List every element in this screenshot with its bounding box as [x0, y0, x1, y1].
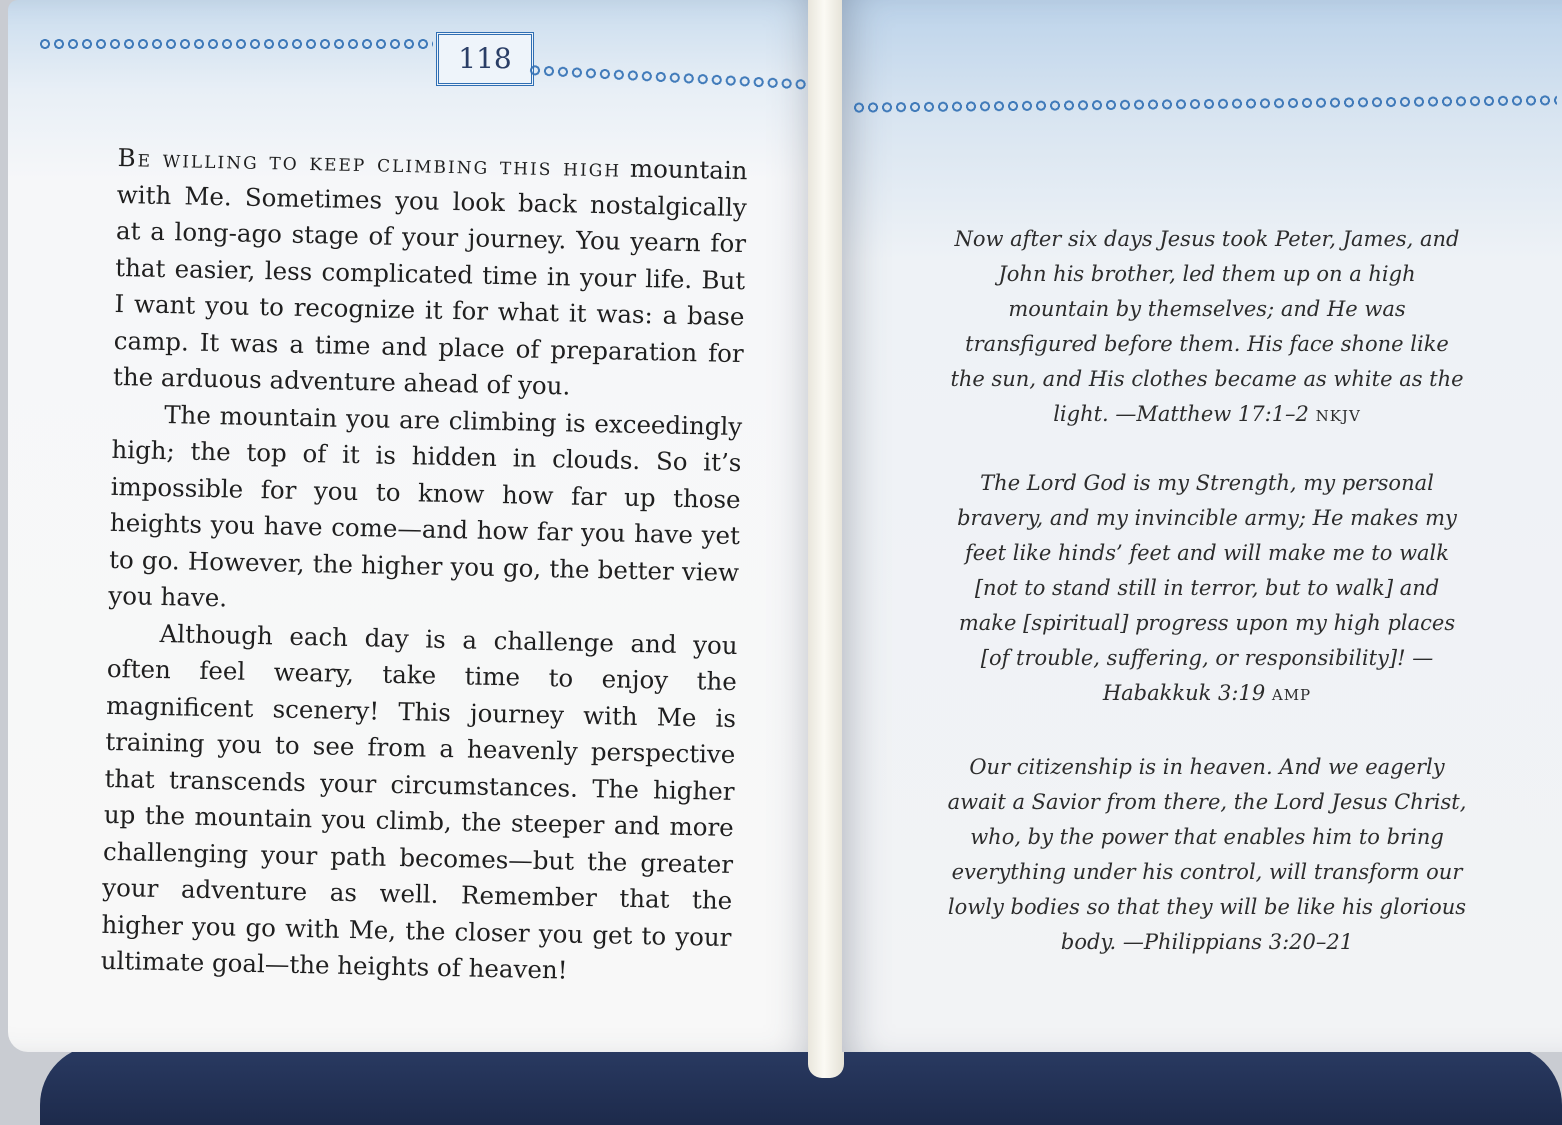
opening-smallcaps: Be willing to keep climbing this high: [117, 142, 622, 183]
scripture-verse: [947, 466, 1467, 713]
bookmark-ribbon[interactable]: [808, 0, 844, 1078]
verse-translation: AMP: [1271, 686, 1312, 704]
scripture-verse: [947, 750, 1467, 962]
book-stand: [40, 1045, 1562, 1125]
verse-reference: —Philippians 3:20–21: [1116, 930, 1354, 954]
page-number: 118: [436, 32, 534, 86]
verse-text: Our citizenship is in heaven. And we eagerly await a Savior from there, the Lord Jesus Christ, who, by the power that enables him to bring everything under his control, will transform our lowly bodies so that they will be like his glorious body.: [947, 755, 1467, 954]
verse-reference: —Matthew 17:1–2: [1108, 402, 1316, 426]
left-page: [8, 0, 818, 1052]
verse-text: The Lord God is my Strength, my personal bravery, and my invincible army; He makes my feet like hinds’ feet and will make me to walk [not to stand still in terror, but to walk] and make [spiritual] progress upon my high places [of trouble, suffering, or responsibility]!: [957, 471, 1457, 670]
paragraph: Although each day is a challenge and you often feel weary, take time to enjoy the magnificent scenery! This journey with Me is training you to see from a heavenly perspective that transcends your circumstances. The higher up the mountain you climb, the steeper and more challenging your path becomes—but the greater your adventure as well. Remember that the higher you go with Me, the closer you get to your ultimate goal—the heights of heaven!: [100, 618, 738, 985]
verse-text: Now after six days Jesus took Peter, James, and John his brother, led them up on a high mountain by themselves; and He was transfigured before them. His face shone like the sun, and His clothes became as white as the light.: [950, 227, 1464, 426]
right-page: [842, 0, 1562, 1052]
decorative-border-left: [38, 36, 433, 52]
devotional-text: [100, 140, 747, 993]
paragraph: The mountain you are climbing is exceedingly high; the top of it is hidden in clouds. So it’s impossible for you to know how far up those heights you have come—and how far you have yet to go. However, the higher you go, the better view you have.: [108, 399, 743, 613]
paragraph: [113, 140, 748, 409]
verse-reference: —Habakkuk 3:19: [1102, 646, 1434, 705]
scripture-verse: [947, 222, 1467, 434]
verse-translation: NKJV: [1315, 407, 1361, 425]
paragraph-text: mountain with Me. Sometimes you look back nostalgically at a long-ago stage of your journey. You yearn for that easier, less complicated time in your life. But I want you to recognize it for what it was: a base camp. It was a time and place of preparation for the arduous adventure ahead of you.: [112, 153, 748, 401]
decorative-border-right: [528, 62, 808, 93]
decorative-border: [852, 92, 1557, 115]
